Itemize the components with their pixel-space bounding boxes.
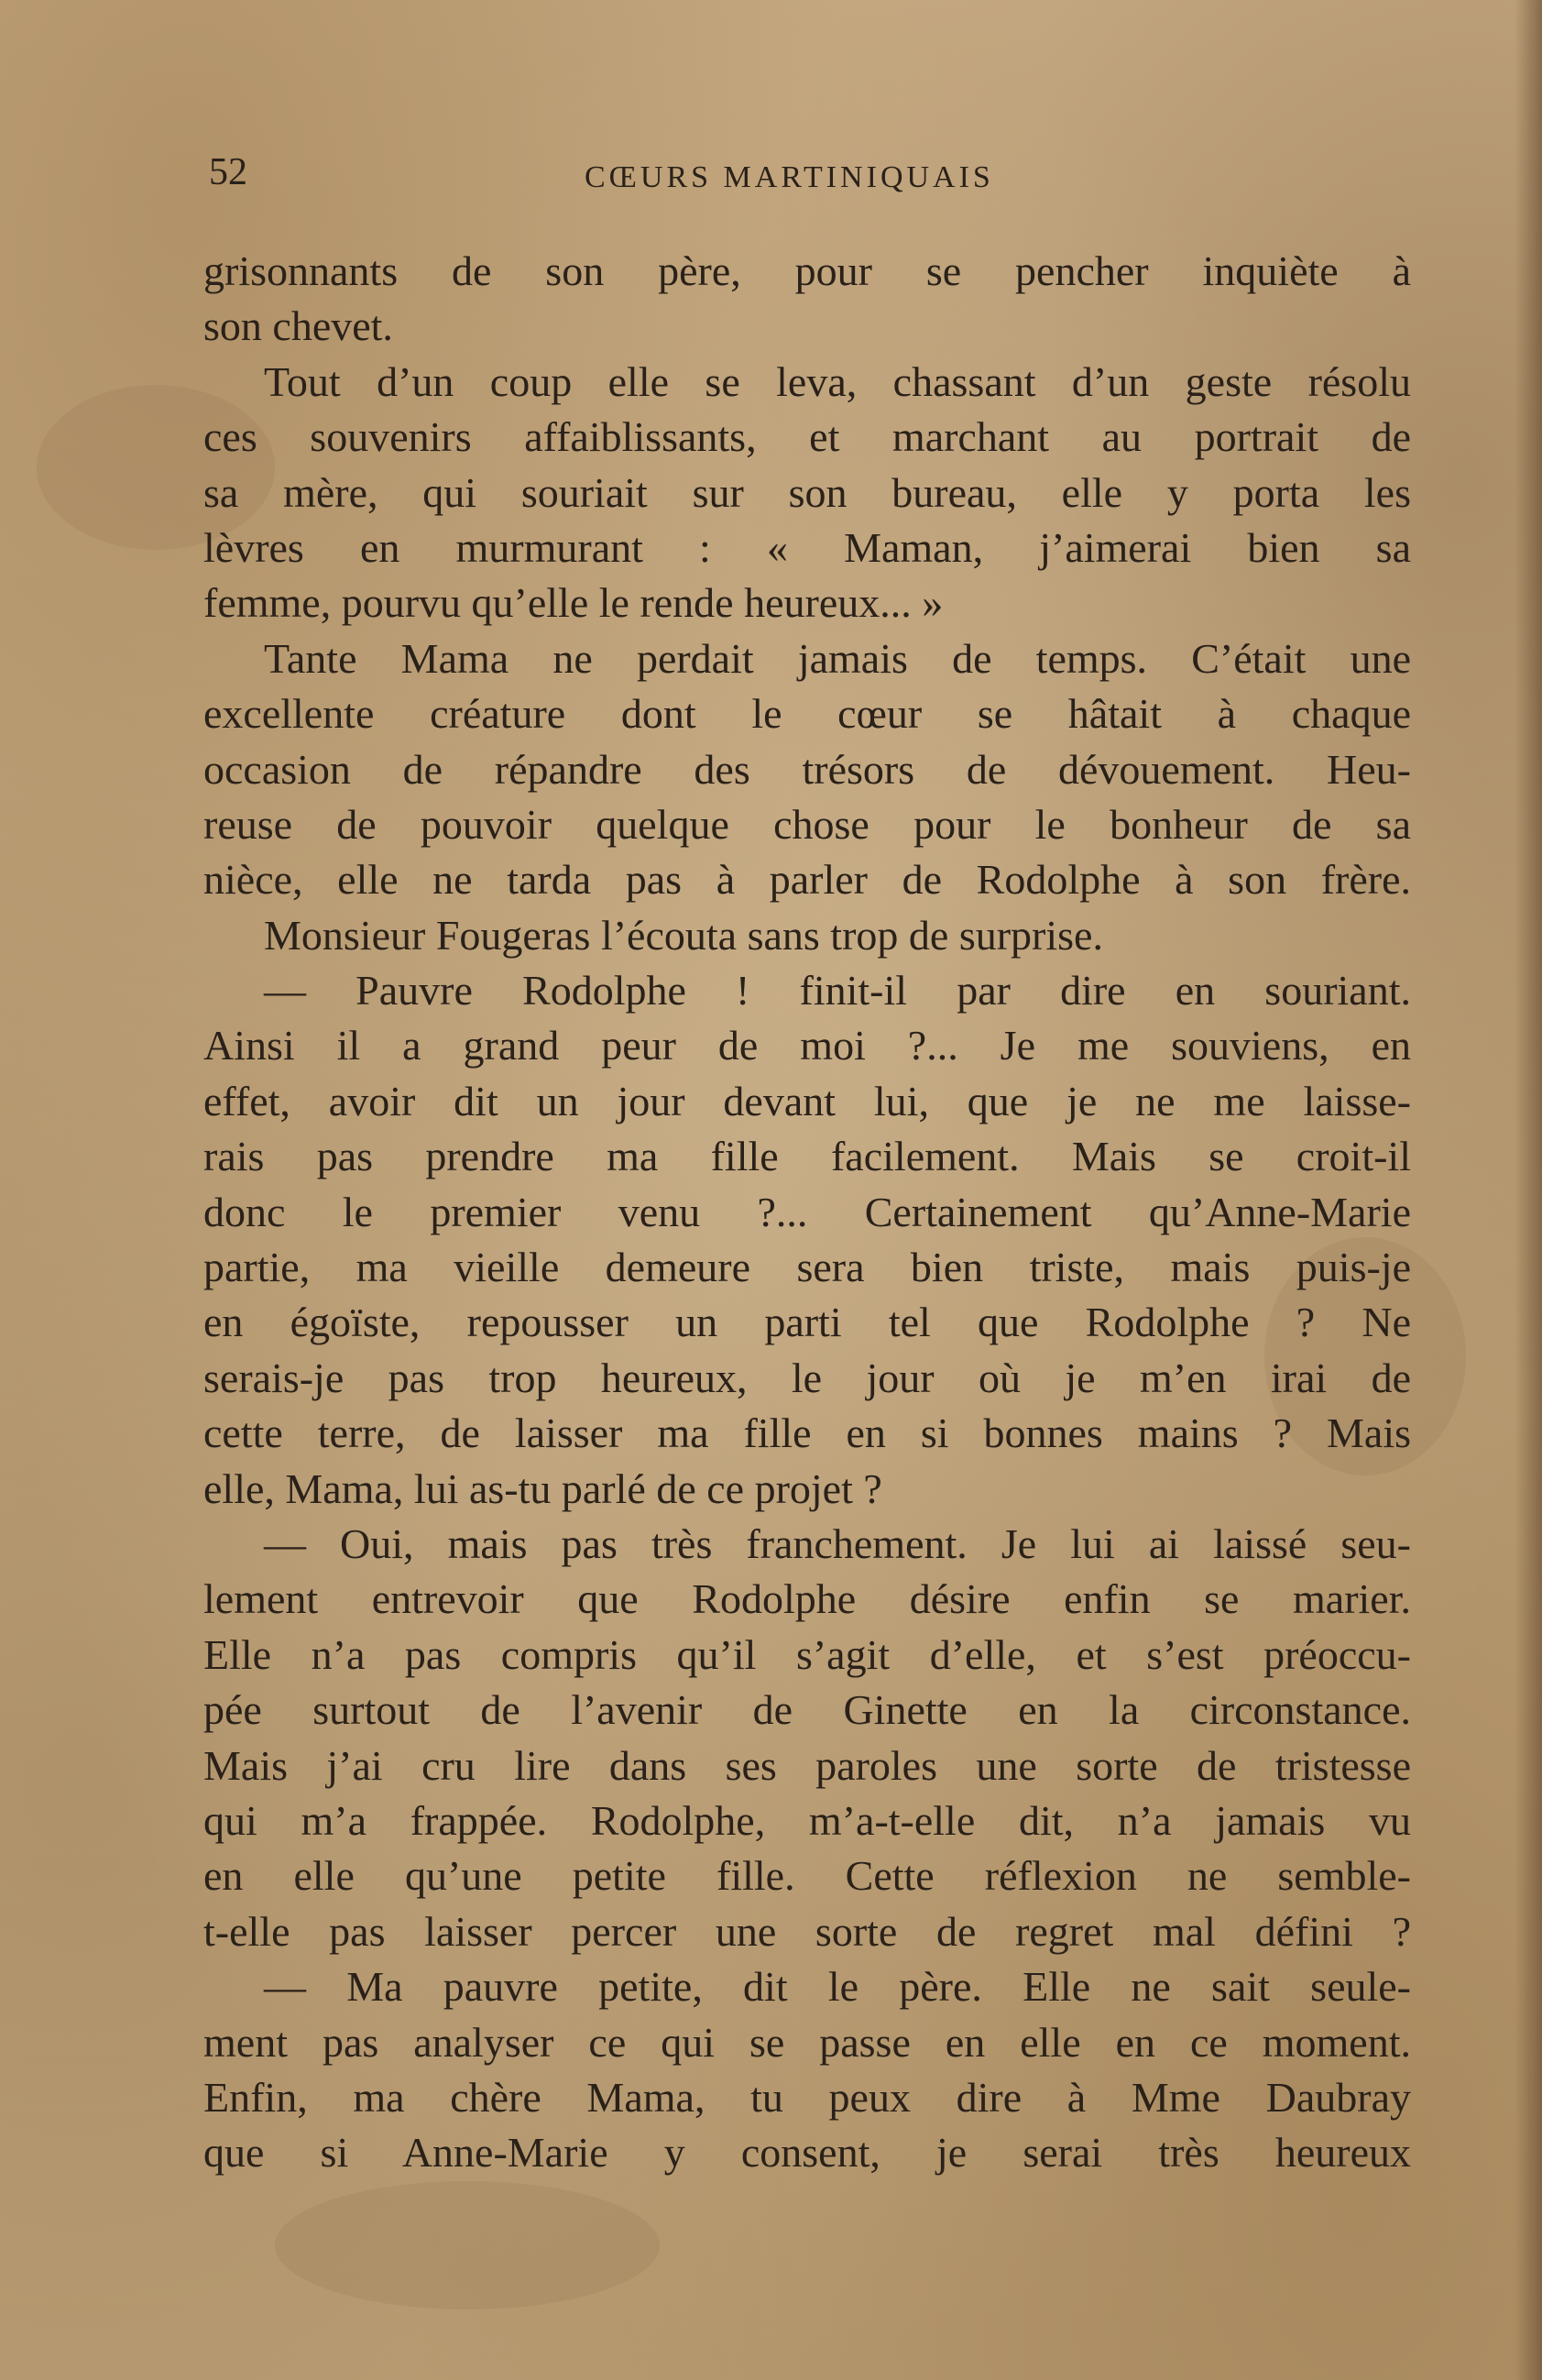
text-line: — Oui, mais pas très franchement. Je lui ai laissé seu-: [264, 1519, 1411, 1567]
text-line: que si Anne-Marie y consent, je serai très heureux: [203, 2129, 1411, 2177]
text-line: son chevet.: [203, 302, 393, 350]
text-line: Tante Mama ne perdait jamais de temps. C’était une: [264, 634, 1411, 682]
text-line: partie, ma vieille demeure sera bien triste, mais puis-je: [203, 1244, 1411, 1291]
paper-stain: [275, 2181, 660, 2309]
text-line: cette terre, de laisser ma fille en si bonnes mains ? Mais: [203, 1409, 1411, 1457]
text-line: serais-je pas trop heureux, le jour où je m’en irai de: [203, 1354, 1411, 1401]
text-line: Elle n’a pas compris qu’il s’agit d’elle, et s’est préoccu-: [203, 1630, 1411, 1678]
text-line: lement entrevoir que Rodolphe désire enfin se marier.: [203, 1575, 1411, 1623]
text-line: t-elle pas laisser percer une sorte de regret mal défini ?: [203, 1907, 1411, 1955]
text-line: donc le premier venu ?... Certainement qu’Anne-Marie: [203, 1188, 1411, 1235]
text-line: ces souvenirs affaiblissants, et marchant au portrait de: [203, 413, 1411, 461]
text-line: effet, avoir dit un jour devant lui, que je ne me laisse-: [203, 1077, 1411, 1124]
text-line: pée surtout de l’avenir de Ginette en la circonstance.: [203, 1686, 1411, 1734]
page-edge-shadow: [1515, 0, 1542, 2380]
text-line: reuse de pouvoir quelque chose pour le bonheur de sa: [203, 800, 1411, 848]
text-line: elle, Mama, lui as-tu parlé de ce projet ?: [203, 1464, 882, 1512]
text-line: nièce, elle ne tarda pas à parler de Rodolphe à son frère.: [203, 856, 1411, 904]
page-header: [209, 145, 1409, 200]
text-line: lèvres en murmurant : « Maman, j’aimerai bien sa: [203, 523, 1411, 571]
body-text: [203, 244, 1411, 2181]
text-line: excellente créature dont le cœur se hâtait à chaque: [203, 690, 1411, 738]
text-line: grisonnants de son père, pour se pencher inquiète à: [203, 247, 1411, 294]
running-title: CŒURS MARTINIQUAIS: [585, 160, 994, 194]
text-line: Enfin, ma chère Mama, tu peux dire à Mme Daubray: [203, 2073, 1411, 2121]
text-line: qui m’a frappée. Rodolphe, m’a-t-elle dit, n’a jamais vu: [203, 1796, 1411, 1844]
text-line: ment pas analyser ce qui se passe en elle en ce moment.: [203, 2018, 1411, 2066]
text-line: femme, pourvu qu’elle le rende heureux... »: [203, 579, 944, 627]
text-line: Mais j’ai cru lire dans ses paroles une sorte de tristesse: [203, 1741, 1411, 1789]
text-line: en elle qu’une petite fille. Cette réflexion ne semble-: [203, 1852, 1411, 1900]
text-line: Monsieur Fougeras l’écouta sans trop de surprise.: [264, 911, 1103, 959]
text-line: — Ma pauvre petite, dit le père. Elle ne sait seule-: [264, 1963, 1411, 2011]
text-line: sa mère, qui souriait sur son bureau, elle y porta les: [203, 468, 1411, 516]
text-line: — Pauvre Rodolphe ! finit-il par dire en souriant.: [264, 967, 1411, 1015]
page-number: 52: [209, 151, 247, 193]
text-line: occasion de répandre des trésors de dévouement. Heu-: [203, 745, 1411, 793]
text-line: rais pas prendre ma fille facilement. Mais se croit-il: [203, 1133, 1411, 1180]
text-line: en égoïste, repousser un parti tel que Rodolphe ? Ne: [203, 1299, 1411, 1346]
text-line: Ainsi il a grand peur de moi ?... Je me souviens, en: [203, 1022, 1411, 1069]
text-line: Tout d’un coup elle se leva, chassant d’un geste résolu: [264, 357, 1411, 405]
